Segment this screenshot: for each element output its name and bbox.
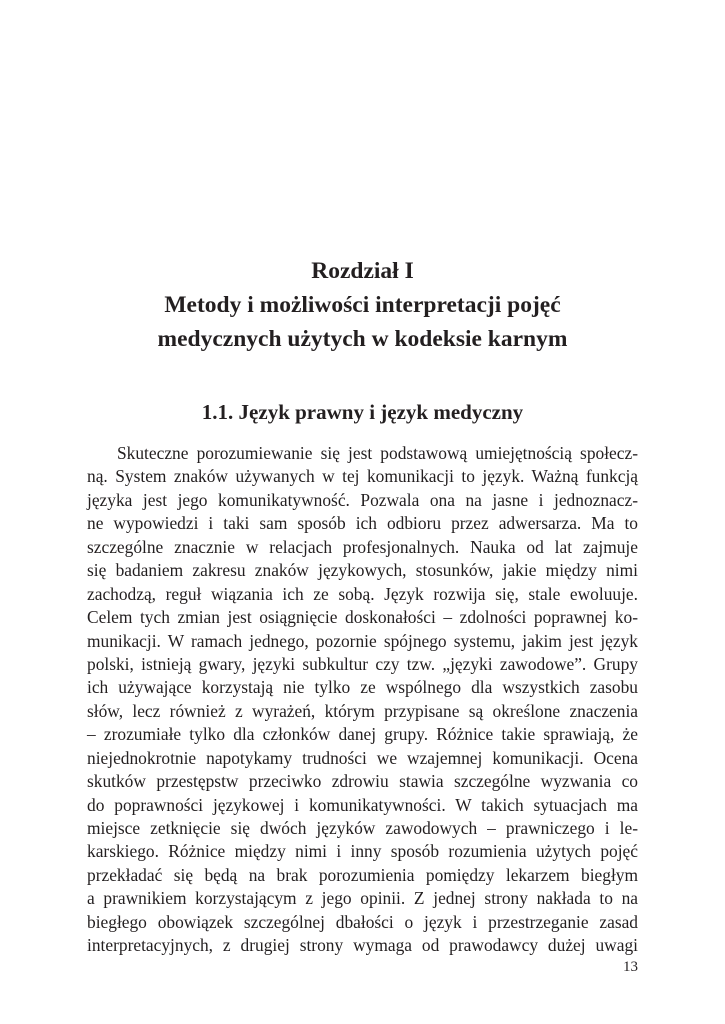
chapter-title-line-1: Metody i możliwości interpretacji pojęć xyxy=(164,292,561,318)
text-line: zachodzą, reguł wiązania ich ze sobą. Język rozwija się, stale ewoluuje. xyxy=(87,583,638,604)
text-line: miejsce zetknięcie się dwóch języków zawodowych – prawniczego i le- xyxy=(87,818,638,838)
text-line: słów, lecz również z wyrażeń, którym przypisane są określone znaczenia xyxy=(87,700,638,721)
text-line: Skuteczne porozumiewanie się jest podstawową umiejętnością społecz- xyxy=(117,443,638,463)
text-line: munikacji. W ramach jednego, pozornie spójnego systemu, jakim jest język xyxy=(87,630,638,651)
chapter-number: Rozdział I xyxy=(311,258,414,284)
text-line: interpretacyjnych, z drugiej strony wymaga od prawodawcy dużej uwagi xyxy=(87,935,638,956)
text-line: biegłego obowiązek szczególnej dbałości o język i przestrzeganie zasad xyxy=(87,911,638,932)
chapter-heading xyxy=(0,254,725,356)
section-title: 1.1. Język prawny i język medyczny xyxy=(201,400,524,424)
text-line: przekładać się będą na brak porozumienia pomiędzy lekarzem biegłym xyxy=(87,864,638,885)
text-line: polski, istnieją gwary, języki subkultur czy tzw. „języki zawodowe”. Grupy xyxy=(87,653,638,674)
text-line: szczególne znacznie w relacjach profesjonalnych. Nauka od lat zajmuje xyxy=(87,536,638,557)
body-paragraph xyxy=(87,442,638,958)
text-line: Celem tych zmian jest osiągnięcie doskonałości – zdolności poprawnej ko- xyxy=(87,607,638,628)
text-line: ich używające korzystają nie tylko ze wspólnego dla wszystkich zasobu xyxy=(87,677,638,698)
text-line: ną. System znaków używanych w tej komunikacji to język. Ważną funkcją xyxy=(87,466,638,487)
text-line: się badaniem zakresu znaków językowych, stosunków, jakie między nimi xyxy=(87,560,638,581)
text-line: do poprawności językowej i komunikatywności. W takich sytuacjach ma xyxy=(87,794,638,815)
text-line: ne wypowiedzi i taki sam sposób ich odbioru przez adwersarza. Ma to xyxy=(87,513,638,534)
chapter-title-line-2: medycznych użytych w kodeksie karnym xyxy=(157,326,568,352)
text-line: a prawnikiem korzystającym z jego opinii. Z jednej strony nakłada to na xyxy=(87,888,638,909)
text-line: karskiego. Różnice między nimi i inny sposób rozumienia użytych pojęć xyxy=(87,841,638,862)
text-line: języka jest jego komunikatywność. Pozwala ona na jasne i jednoznacz- xyxy=(87,489,638,510)
text-line: skutków przestępstw przeciwko zdrowiu stawia szczególne wyzwania co xyxy=(87,771,638,792)
text-line: – zrozumiałe tylko dla członków danej grupy. Różnice takie sprawiają, że xyxy=(87,724,638,745)
text-line: niejednokrotnie napotykamy trudności we wzajemnej komunikacji. Ocena xyxy=(87,747,638,768)
page-number: 13 xyxy=(623,959,638,975)
